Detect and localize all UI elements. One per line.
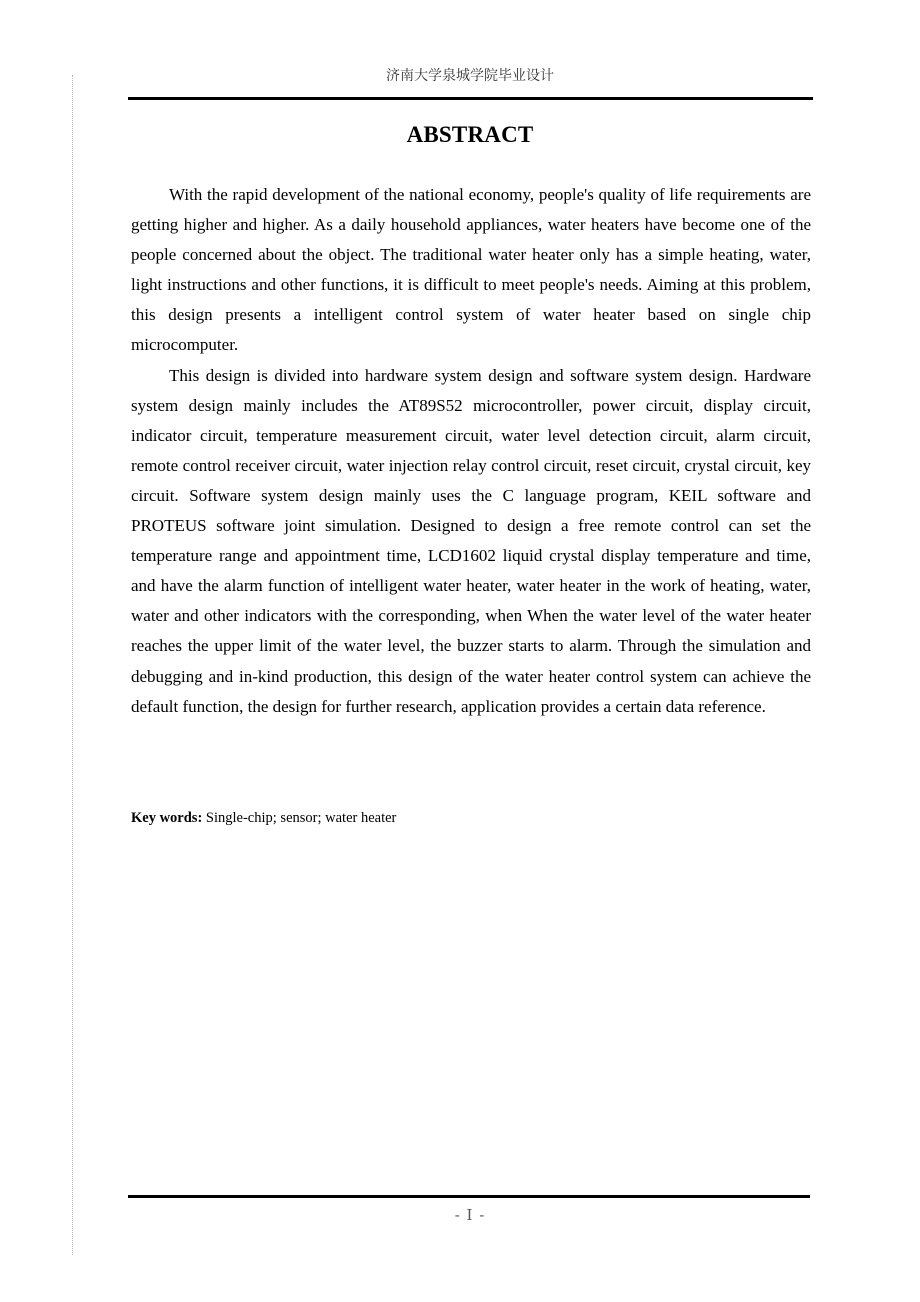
running-header: 济南大学泉城学院毕业设计 <box>386 68 554 84</box>
abstract-heading: ABSTRACT <box>406 122 534 147</box>
footer-rule <box>128 1195 810 1198</box>
keywords-value: Single-chip; sensor; water heater <box>202 810 397 826</box>
header-rule <box>128 97 813 100</box>
abstract-body <box>131 180 811 722</box>
page-number: - I - <box>454 1206 486 1224</box>
abstract-paragraph-2: This design is divided into hardware system design and software system design. Hardware system design mainly includes the AT89S52 microcontroller, power circuit, display circuit, indicator circuit, temperature measurement circuit, water level detection circuit, alarm circuit, remote control receiver circuit, water injection relay control circuit, reset circuit, crystal circuit, key circuit. Software system design mainly uses the C language program, KEIL software and PROTEUS software joint simulation. Designed to design a free remote control can set the temperature range and appointment time, LCD1602 liquid crystal display temperature and time, and have the alarm function of intelligent water heater, water heater in the work of heating, water, water and other indicators with the corresponding, when When the water level of the water heater reaches the upper limit of the water level, the buzzer starts to alarm. Through the simulation and debugging and in-kind production, this design of the water heater control system can achieve the default function, the design for further research, application provides a certain data reference. <box>131 365 811 716</box>
keywords-label: Key words: <box>131 810 203 826</box>
binding-margin-line <box>72 75 73 1255</box>
abstract-paragraph-1: With the rapid development of the national economy, people's quality of life requirements are getting higher and higher. As a daily household appliances, water heaters have become one of the people concerned about the object. The traditional water heater only has a simple heating, water, light instructions and other functions, it is difficult to meet people's needs. Aiming at this problem, this design presents a intelligent control system of water heater based on single chip microcomputer. <box>131 185 811 355</box>
keywords-line <box>131 808 811 828</box>
